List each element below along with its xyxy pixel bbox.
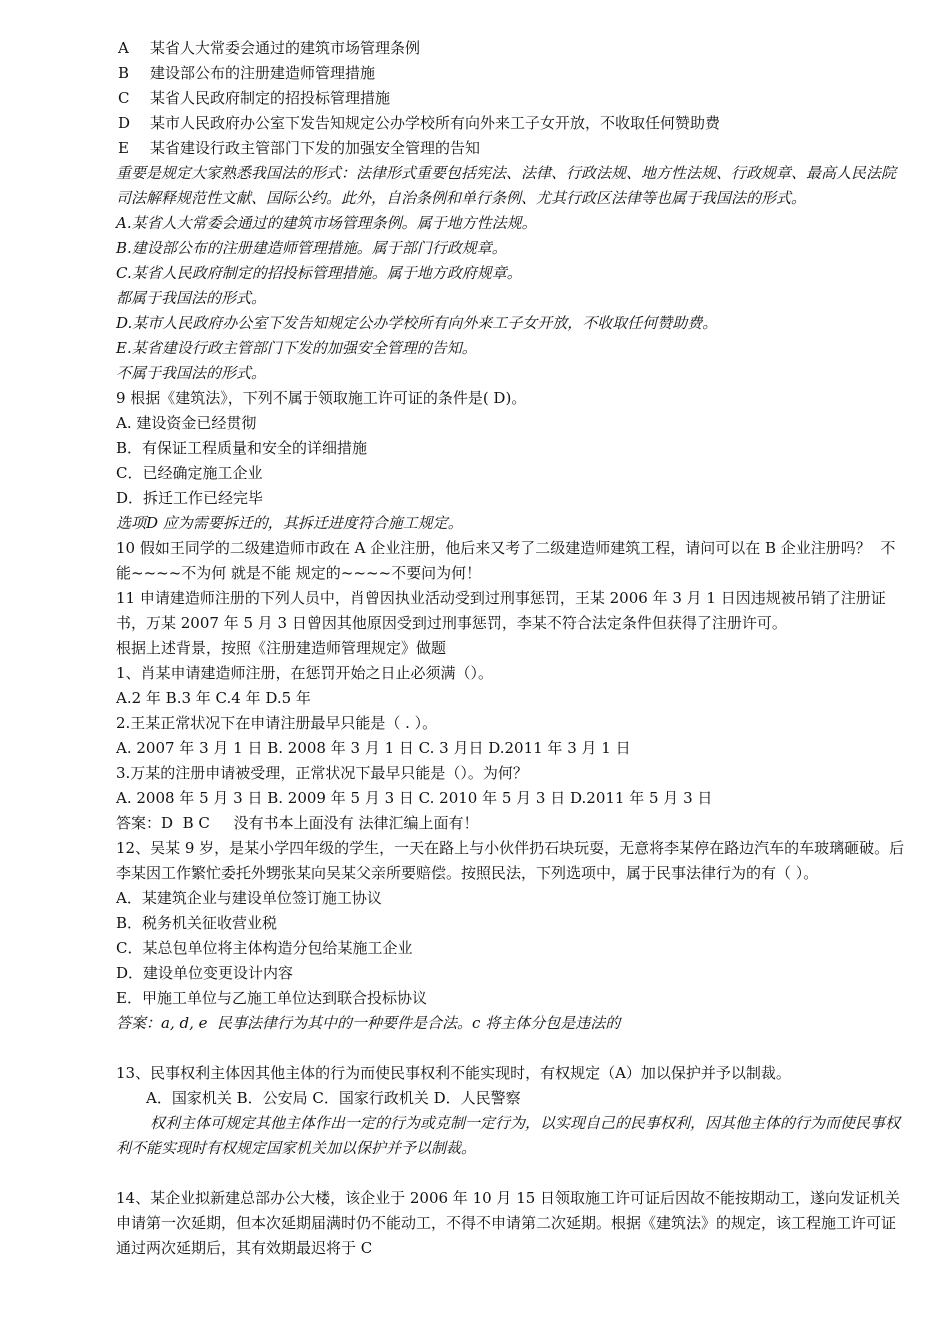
analysis-b: B.建设部公布的注册建造师管理措施。属于部门行政规章。 <box>116 239 507 257</box>
option-b: B 建设部公布的注册建造师管理措施 <box>118 64 376 82</box>
q9-note: 选项D 应为需要拆迁的，其拆迁进度符合施工规定。 <box>116 514 463 532</box>
analysis-c: C.某省人民政府制定的招投标管理措施。属于地方政府规章。 <box>116 264 522 282</box>
q12-option-d: D．建设单位变更设计内容 <box>116 964 294 982</box>
option-e: E 某省建设行政主管部门下发的加强安全管理的告知 <box>118 139 481 157</box>
q11-background: 根据上述背景，按照《注册建造师管理规定》做题 <box>116 639 447 657</box>
q12-stem: 12、吴某 9 岁，是某小学四年级的学生，一天在路上与小伙伴扔石块玩耍，无意将李某停在路边汽车的车玻璃砸破。后李某因工作繁忙委托外甥张某向吴某父亲所要赔偿。按照民法，下列选项中，属于民事法律行为的有（ ）。 <box>116 839 905 882</box>
q11-sub2-options: A. 2007 年 3 月 1 日 B. 2008 年 3 月 1 日 C. 3 月日 D.2011 年 3 月 1 日 <box>116 739 631 757</box>
q13-analysis: 权利主体可规定其他主体作出一定的行为或克制一定行为，以实现自己的民事权利，因其他主体的行为而使民事权利不能实现时有权规定国家机关加以保护并予以制裁。 <box>116 1114 901 1157</box>
spacer <box>116 1161 908 1186</box>
q14-stem: 14、某企业拟新建总部办公大楼，该企业于 2006 年 10 月 15 日领取施工许可证后因故不能按期动工，遂向发证机关申请第一次延期，但本次延期届满时仍不能动工，不得不申请第二次延期。根据《建筑法》的规定，该工程施工许可证通过两次延期后，其有效期最迟将于 C <box>116 1189 901 1257</box>
q11-stem: 11 申请建造师注册的下列人员中，肖曾因执业活动受到过刑事惩罚，王某 2006 年 3 月 1 日因违规被吊销了注册证书，万某 2007 年 5 月 3 日曾因其他原因受到过刑事惩罚，李某不符合法定条件但获得了注册许可。 <box>116 589 886 632</box>
q9-option-a: A. 建设资金已经贯彻 <box>116 414 257 432</box>
q11-sub3-options: A. 2008 年 5 月 3 日 B. 2009 年 5 月 3 日 C. 2010 年 5 月 3 日 D.2011 年 5 月 3 日 <box>116 789 713 807</box>
q11-sub1-options: A.2 年 B.3 年 C.4 年 D.5 年 <box>116 689 311 707</box>
q13-options: A．国家机关 B．公安局 C．国家行政机关 D．人民警察 <box>146 1089 521 1107</box>
analysis-belong: 都属于我国法的形式。 <box>116 289 267 307</box>
q12-option-a: A．某建筑企业与建设单位签订施工协议 <box>116 889 382 907</box>
q9-option-c: C．已经确定施工企业 <box>116 464 263 482</box>
document-page <box>116 36 908 1261</box>
analysis-notbelong: 不属于我国法的形式。 <box>116 364 267 382</box>
q12-option-e: E．甲施工单位与乙施工单位达到联合投标协议 <box>116 989 427 1007</box>
q12-option-c: C．某总包单位将主体构造分包给某施工企业 <box>116 939 413 957</box>
option-d: D 某市人民政府办公室下发告知规定公办学校所有向外来工子女开放，不收取任何赞助费 <box>118 114 721 132</box>
analysis-intro: 重要是规定大家熟悉我国法的形式：法律形式重要包括宪法、法律、行政法规、地方性法规、行政规章、最高人民法院司法解释规范性文献、国际公约。此外，自治条例和单行条例、尤其行政区法律等也属于我国法的形式。 <box>116 164 897 207</box>
analysis-e: E.某省建设行政主管部门下发的加强安全管理的告知。 <box>116 339 477 357</box>
option-a: A 某省人大常委会通过的建筑市场管理条例 <box>118 39 421 57</box>
q9-stem: 9 根据《建筑法》，下列不属于领取施工许可证的条件是( D)。 <box>116 389 527 407</box>
q11-answer: 答案：D B C 没有书本上面没有 法律汇编上面有！ <box>116 814 479 832</box>
q11-sub3: 3.万某的注册申请被受理，正常状况下最早只能是（）。为何？ <box>116 764 528 782</box>
q11-sub2: 2.王某正常状况下在申请注册最早只能是（ . ）。 <box>116 714 438 732</box>
spacer <box>116 1036 908 1061</box>
q12-option-b: B．税务机关征收营业税 <box>116 914 278 932</box>
q11-sub1: 1、肖某申请建造师注册，在惩罚开始之日止必须满（）。 <box>116 664 494 682</box>
q9-option-b: B．有保证工程质量和安全的详细措施 <box>116 439 368 457</box>
analysis-d: D.某市人民政府办公室下发告知规定公办学校所有向外来工子女开放，不收取任何赞助费。 <box>116 314 718 332</box>
q10-text: 10 假如王同学的二级建造师市政在 A 企业注册，他后来又考了二级建造师建筑工程，请问可以在 B 企业注册吗？ 不能~~~~不为何 就是不能 规定的~~~~不要问为何！ <box>116 539 896 582</box>
option-c: C 某省人民政府制定的招投标管理措施 <box>118 89 391 107</box>
q12-answer: 答案：a, d, e 民事法律行为其中的一种要件是合法。c 将主体分包是违法的 <box>116 1014 621 1032</box>
q13-stem: 13、民事权利主体因其他主体的行为而使民事权利不能实现时，有权规定（A）加以保护并予以制裁。 <box>116 1064 791 1082</box>
q9-option-d: D．拆迁工作已经完毕 <box>116 489 264 507</box>
analysis-a: A.某省人大常委会通过的建筑市场管理条例。属于地方性法规。 <box>116 214 537 232</box>
